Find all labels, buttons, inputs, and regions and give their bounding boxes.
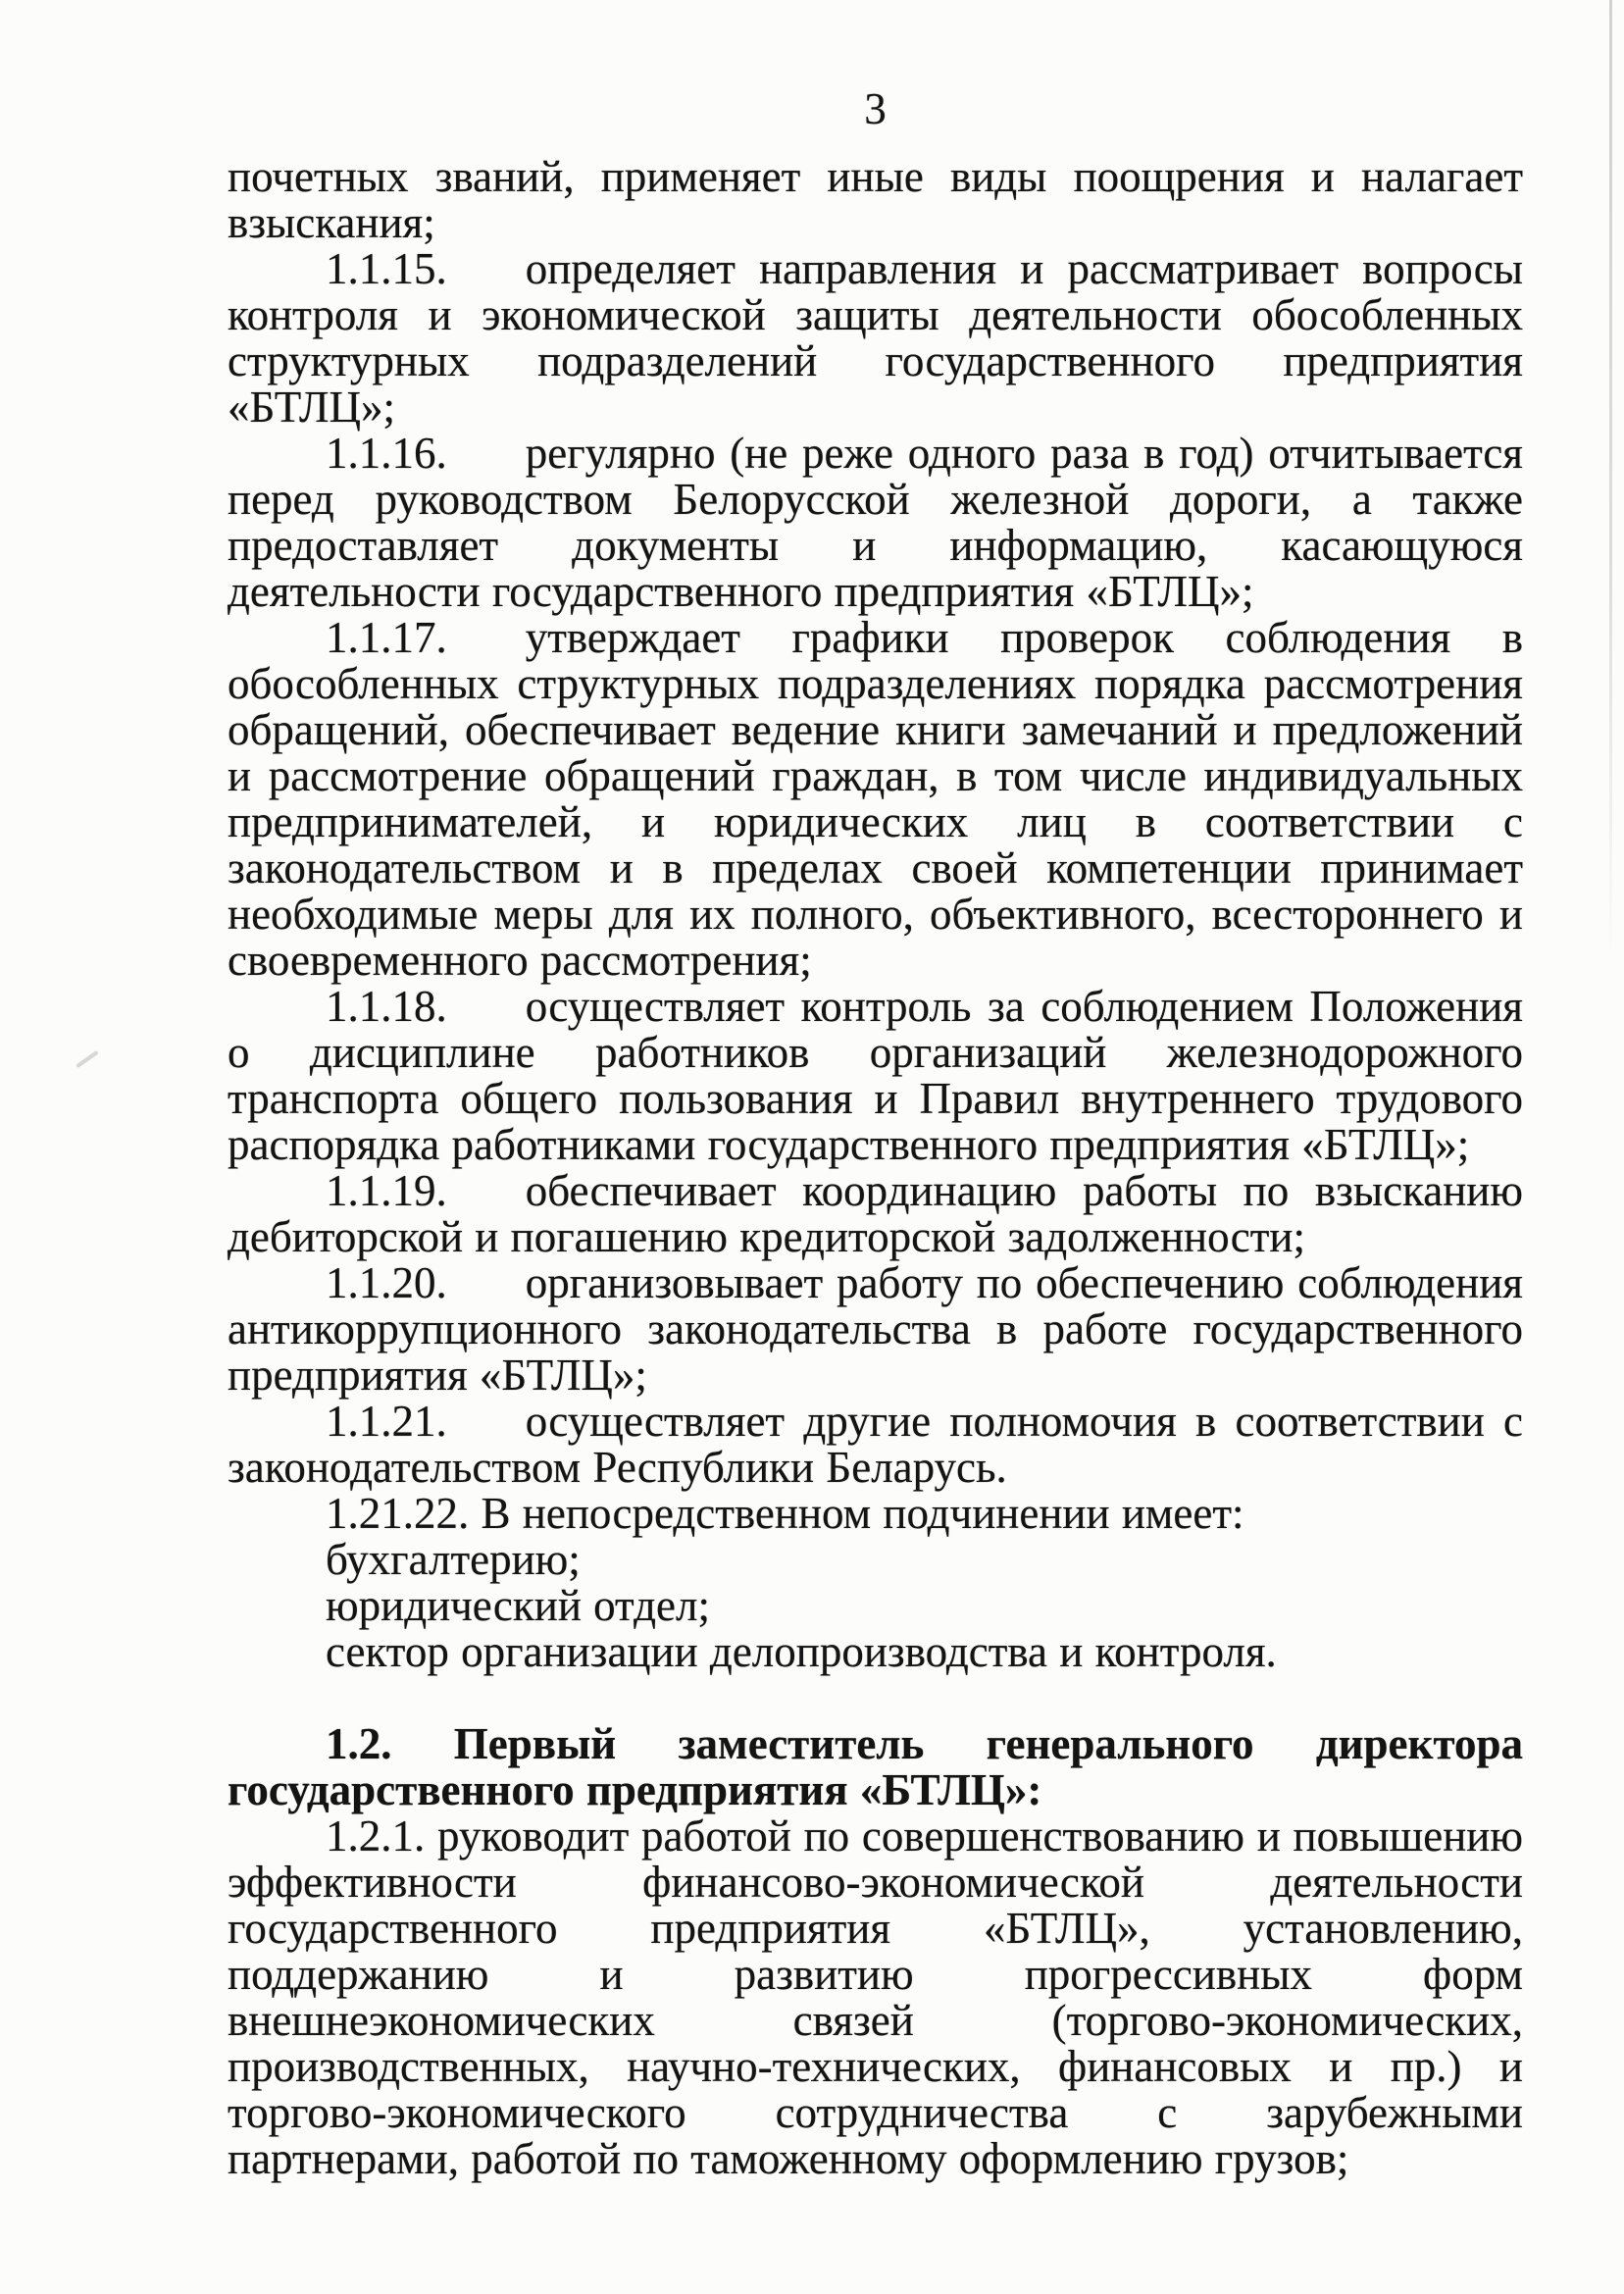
scan-edge-artifact bbox=[1609, 0, 1612, 961]
clause-text: организовывает работу по обеспечению соблюдения антикоррупционного законодательства в работе государственного предприятия «БТЛЦ»; bbox=[228, 1258, 1523, 1400]
paragraph-1-1-20 bbox=[228, 1260, 1523, 1399]
text-column bbox=[228, 86, 1523, 2182]
paragraph-1-21-22 bbox=[228, 1491, 1523, 1537]
paragraph-1-2-1 bbox=[228, 1813, 1523, 2182]
clause-number: 1.1.19. bbox=[326, 1166, 447, 1215]
clause-text: обеспечивает координацию работы по взысканию дебиторской и погашению кредиторской задолженности; bbox=[228, 1166, 1523, 1261]
clause-text: определяет направления и рассматривает вопросы контроля и экономической защиты деятельности обособленных структурных подразделений государственного предприятия «БТЛЦ»; bbox=[228, 244, 1523, 432]
heading-text: Первый заместитель генерального директора государственного предприятия «БТЛЦ»: bbox=[228, 1719, 1523, 1814]
paragraph-1-1-16 bbox=[228, 431, 1523, 615]
clause-number: 1.1.21. bbox=[326, 1397, 447, 1446]
clause-number: 1.1.17. bbox=[326, 613, 447, 662]
list-item-legal bbox=[228, 1583, 1523, 1629]
paragraph-1-1-21 bbox=[228, 1399, 1523, 1491]
clause-text: регулярно (не реже одного раза в год) отчитывается перед руководством Белорусской железной дороги, а также предоставляет документы и информацию, касающуюся деятельности государственного предприятия «БТЛЦ»; bbox=[228, 429, 1523, 616]
clause-text: почетных званий, применяет иные виды поощрения и налагает взыскания; bbox=[228, 152, 1523, 247]
clause-text: утверждает графики проверок соблюдения в обособленных структурных подразделениях порядка рассмотрения обращений, обеспечивает ведение книги замечаний и предложений и рассмотрение обращений граждан, в том числе индивидуальных предпринимателей, и юридических лиц в соответствии с законодательством и в пределах своей компетенции принимает необходимые меры для их полного, объективного, всестороннего и своевременного рассмотрения; bbox=[228, 613, 1523, 985]
clause-text: В непосредственном подчинении имеет: bbox=[481, 1489, 1244, 1538]
page-number: 3 bbox=[864, 84, 887, 133]
clause-text: осуществляет другие полномочия в соответствии с законодательством Республики Беларусь. bbox=[228, 1397, 1523, 1492]
paragraph-1-1-17 bbox=[228, 615, 1523, 984]
clause-number: 1.1.15. bbox=[326, 244, 447, 293]
list-item-text: юридический отдел; bbox=[326, 1581, 710, 1630]
section-heading-1-2 bbox=[228, 1721, 1523, 1813]
paragraph-1-1-19 bbox=[228, 1168, 1523, 1260]
clause-number: 1.1.20. bbox=[326, 1258, 447, 1307]
paragraph-continuation bbox=[228, 154, 1523, 246]
paragraph-1-1-15 bbox=[228, 246, 1523, 431]
clause-text: осуществляет контроль за соблюдением Положения о дисциплине работников организаций железнодорожного транспорта общего пользования и Правил внутреннего трудового распорядка работниками государственного предприятия «БТЛЦ»; bbox=[228, 982, 1523, 1169]
list-item-text: бухгалтерию; bbox=[326, 1535, 581, 1584]
clause-number: 1.21.22. bbox=[326, 1489, 470, 1538]
list-item-accounting bbox=[228, 1537, 1523, 1583]
clause-number: 1.2. bbox=[326, 1719, 392, 1768]
list-item-text: сектор организации делопроизводства и контроля. bbox=[326, 1627, 1277, 1676]
clause-number: 1.1.18. bbox=[326, 982, 447, 1031]
scan-smudge-artifact bbox=[76, 1050, 99, 1068]
clause-number: 1.1.16. bbox=[326, 429, 447, 478]
clause-text: руководит работой по совершенствованию и повышению эффективности финансово-экономической деятельности государственного предприятия «БТЛЦ», установлению, поддержанию и развитию прогрессивных форм внешнеэкономических связей (торгово-экономических, производственных, научно-технических, финансовых и пр.) и торгово-экономического сотрудничества с зарубежными партнерами, работой по таможенному оформлению грузов; bbox=[228, 1811, 1523, 2183]
clause-number: 1.2.1. bbox=[326, 1811, 426, 1861]
paragraph-1-1-18 bbox=[228, 984, 1523, 1168]
list-item-records bbox=[228, 1629, 1523, 1675]
